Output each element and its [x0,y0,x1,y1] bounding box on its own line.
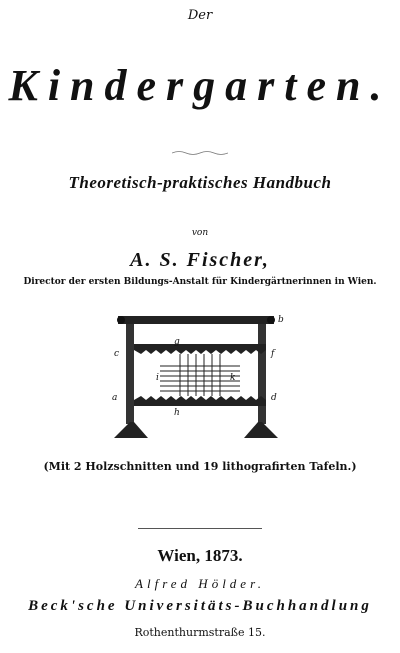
frame-top-beam [118,316,274,324]
label-b: b [278,315,284,325]
ornament-divider [172,150,228,156]
book-subtitle: Theoretisch-praktisches Handbuch [68,173,332,192]
serrated-rail-bottom [134,396,266,406]
imprint-address: Rothenthurmstraße 15. [134,626,266,639]
frame-post-right [258,324,266,424]
imprint-place-year: Wien, 1873. [157,546,243,565]
pretitle: Der [187,8,213,23]
author-role: Director der ersten Bildungs-Anstalt für Kindergärtnerinnen in Wien. [23,277,377,287]
imprint-bookshop: Beck'sche Universitäts-Buchhandlung [28,598,372,614]
label-g: g [174,337,180,347]
illustration-note: (Mit 2 Holzschnitten und 19 lithografirten Tafeln.) [43,460,357,473]
beam-knob-right [267,316,275,324]
label-f: f [271,349,275,359]
imprint-publisher: Alfred Hölder. [135,576,265,591]
label-i: i [156,373,159,383]
label-a: a [112,393,118,403]
label-d: d [271,393,277,403]
label-h: h [174,408,180,418]
woven-threads [160,354,240,396]
beam-knob-left [117,316,125,324]
frame-foot-right [244,422,278,438]
frame-post-left [126,324,134,424]
label-k: k [230,373,236,383]
woodcut-frame-illustration [108,308,292,450]
book-title: Kindergarten. [8,61,392,110]
frame-foot-left [114,422,148,438]
serrated-rail-top [134,344,266,354]
author-name: A. S. Fischer, [130,249,270,271]
label-c: c [114,349,120,359]
by-word: von [191,228,209,238]
divider-rule [138,528,262,529]
